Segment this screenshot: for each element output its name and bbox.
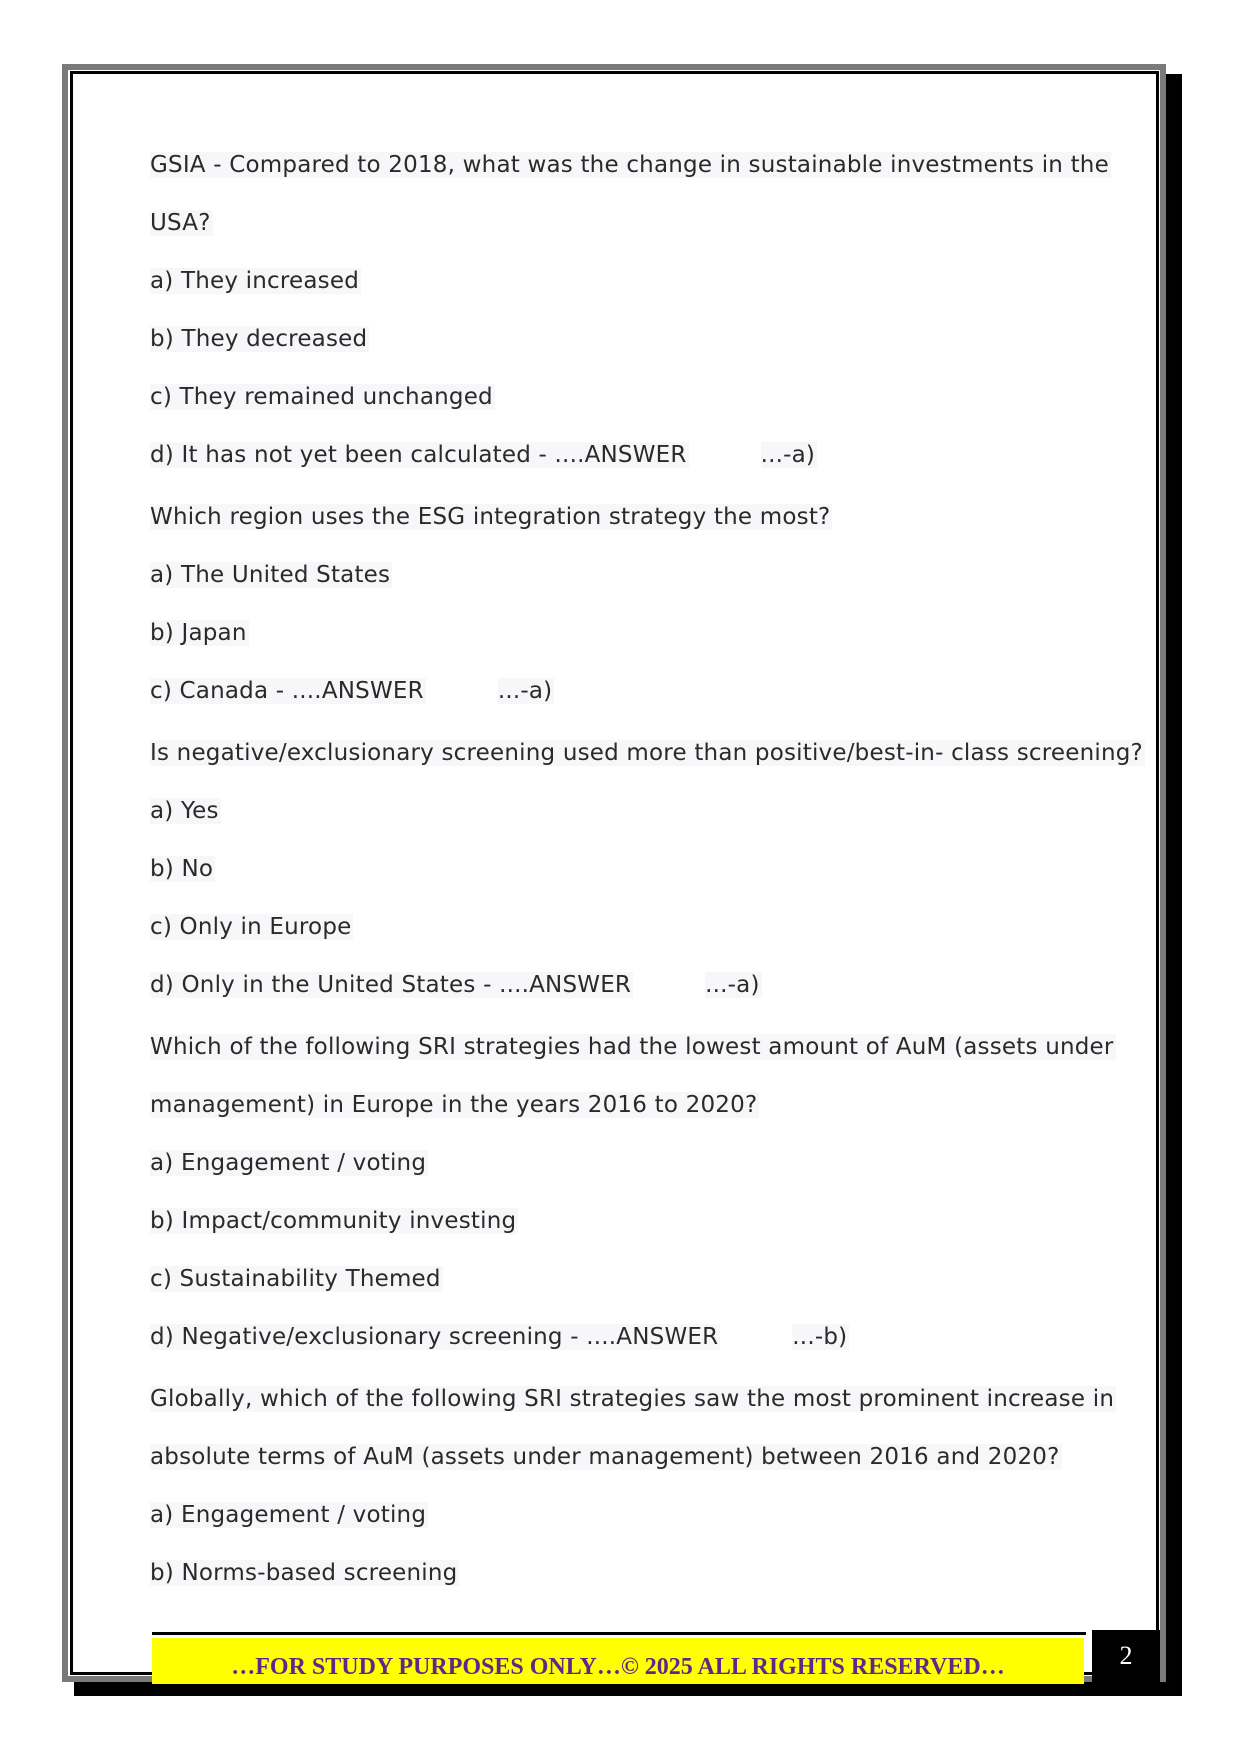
question-text: GSIA - Compared to 2018, what was the change in sustainable investments in the [150, 152, 1109, 178]
option: b) No [150, 856, 214, 882]
question-text: Globally, which of the following SRI strategies saw the most prominent increase in [150, 1386, 1115, 1412]
option: a) Engagement / voting [150, 1150, 427, 1176]
answer: ...-a) [705, 972, 760, 998]
option: c) Sustainability Themed [150, 1266, 441, 1292]
option: a) Yes [150, 798, 219, 824]
footer-banner: …FOR STUDY PURPOSES ONLY…© 2025 ALL RIGHTS RESERVED… [152, 1638, 1084, 1684]
option: a) They increased [150, 268, 360, 294]
option-with-answer: c) Canada - ....ANSWER ...-a) [150, 678, 553, 704]
question-text: Which of the following SRI strategies had the lowest amount of AuM (assets under [150, 1034, 1114, 1060]
question-text-cont: USA? [150, 210, 211, 236]
option: b) Impact/community investing [150, 1208, 517, 1234]
question-list [150, 142, 1143, 1608]
question-text: Which region uses the ESG integration strategy the most? [150, 504, 831, 530]
question-text-cont: absolute terms of AuM (assets under management) between 2016 and 2020? [150, 1444, 1060, 1470]
option-with-answer: d) Only in the United States - ....ANSWER ...-a) [150, 972, 760, 998]
answer: ...-a) [497, 678, 553, 704]
page-number: 2 [1092, 1630, 1160, 1682]
option: a) Engagement / voting [150, 1502, 427, 1528]
option-with-answer: d) Negative/exclusionary screening - ....ANSWER ...-b) [150, 1324, 848, 1350]
footer-divider [152, 1632, 1086, 1635]
option: b) They decreased [150, 326, 368, 352]
option: c) Only in Europe [150, 914, 352, 940]
answer: ...-a) [760, 442, 816, 468]
option: b) Norms-based screening [150, 1560, 458, 1586]
option: b) Japan [150, 620, 247, 646]
answer: ...-b) [792, 1324, 848, 1350]
option-with-answer: d) It has not yet been calculated - ....ANSWER ...-a) [150, 442, 816, 468]
question-text-cont: management) in Europe in the years 2016 to 2020? [150, 1092, 758, 1118]
question-text: Is negative/exclusionary screening used more than positive/best-in- class screening? [150, 740, 1143, 766]
option: c) They remained unchanged [150, 384, 493, 410]
option: a) The United States [150, 562, 391, 588]
